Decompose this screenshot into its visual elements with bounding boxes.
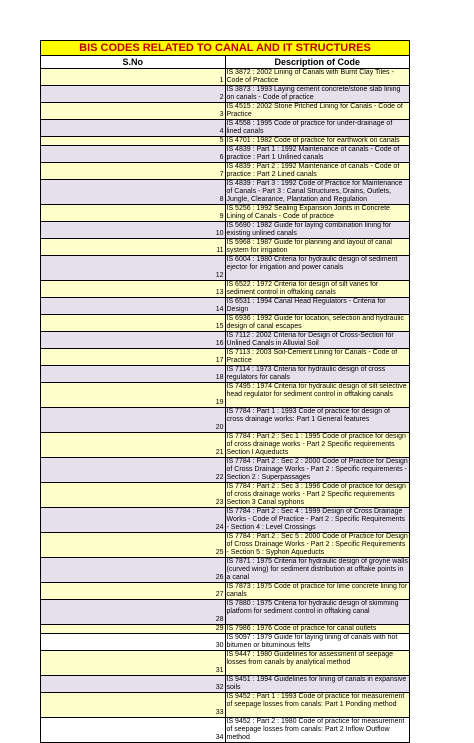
row-number-cell[interactable]: 26 [41, 558, 226, 583]
code-description-cell[interactable]: IS 7112 : 2002 Criteria for Design of Cross-Section for Unlined Canals in Alluvial Soil [225, 332, 410, 349]
row-number-cell[interactable]: 20 [41, 408, 226, 433]
row-number-cell[interactable]: 1 [41, 69, 226, 86]
table-row [41, 86, 410, 103]
code-description-cell[interactable]: IS 7986 : 1976 Code of practice for canal outlets [225, 625, 410, 634]
table-row [41, 69, 410, 86]
row-number-cell[interactable]: 10 [41, 222, 226, 239]
row-number-cell[interactable]: 4 [41, 120, 226, 137]
row-number-cell[interactable]: 11 [41, 239, 226, 256]
table-row [41, 458, 410, 483]
row-number-cell[interactable]: 5 [41, 137, 226, 146]
table-row [41, 137, 410, 146]
code-description-cell[interactable]: IS 7113 : 2003 Soil-Cement Lining for Canals - Code of Practice [225, 349, 410, 366]
code-description-cell[interactable]: IS 9452 : Part 2 : 1980 Code of practice for measurement of seepage losses from canals: Part 2 Inflow Outflow method [225, 718, 410, 743]
code-description-cell[interactable]: IS 6004 : 1980 Criteria for hydraulic design of sediment ejector for irrigation and power canals [225, 256, 410, 281]
row-number-cell[interactable]: 33 [41, 693, 226, 718]
code-description-cell[interactable]: IS 4839 : Part 1 : 1992 Maintenance of canals - Code of practice : Part 1 Unlined canals [225, 146, 410, 163]
sheet-title[interactable]: BIS CODES RELATED TO CANAL AND IT STRUCTURES [41, 41, 410, 56]
row-number-cell[interactable]: 34 [41, 718, 226, 743]
table-row [41, 625, 410, 634]
code-description-cell[interactable]: IS 3873 : 1993 Laying cement concrete/stone slab lining on canals - Code of practice [225, 86, 410, 103]
table-row [41, 349, 410, 366]
table-row [41, 676, 410, 693]
row-number-cell[interactable]: 24 [41, 508, 226, 533]
row-number-cell[interactable]: 16 [41, 332, 226, 349]
row-number-cell[interactable]: 28 [41, 600, 226, 625]
row-number-cell[interactable]: 8 [41, 180, 226, 205]
code-description-cell[interactable]: IS 5968 : 1987 Guide for planning and layout of canal system for irrigation [225, 239, 410, 256]
table-row [41, 508, 410, 533]
code-description-cell[interactable]: IS 9447 : 1980 Guidelines for assessment of seepage losses from canals by analytical method [225, 651, 410, 676]
row-number-cell[interactable]: 9 [41, 205, 226, 222]
code-description-cell[interactable]: IS 7784 : Part 2 : Sec 5 : 2000 Code of Practice for Design of Cross Drainage Works - Part 2 : Specific Requirements - Section 5 : Syphon Aqueducts [226, 533, 408, 556]
code-description-cell[interactable]: IS 4839 : Part 3 : 1992 Code of Practice for Maintenance of Canals - Part 3 : Canal Structures, Drains, Outlets, Jungle, Clearance, Plantation and Regulation [225, 180, 410, 205]
column-header-description[interactable]: Description of Code [225, 56, 410, 69]
table-row [41, 558, 410, 583]
row-number-cell[interactable]: 3 [41, 103, 226, 120]
table-row [41, 600, 410, 625]
table-row [41, 408, 410, 433]
row-number-cell[interactable]: 22 [41, 458, 226, 483]
row-number-cell[interactable]: 14 [41, 298, 226, 315]
table-row [41, 651, 410, 676]
table-row [41, 693, 410, 718]
table-row [41, 583, 410, 600]
table-row [41, 205, 410, 222]
table-row [41, 103, 410, 120]
code-description-cell[interactable]: IS 4558 : 1995 Code of practice for under-drainage of lined canals [225, 120, 410, 137]
codes-table [40, 40, 410, 743]
table-row [41, 281, 410, 298]
table-row [41, 332, 410, 349]
table-row [41, 180, 410, 205]
table-row [41, 366, 410, 383]
row-number-cell[interactable]: 6 [41, 146, 226, 163]
code-description-cell[interactable]: IS 7873 : 1975 Code of practice for lime concrete lining for canals [225, 583, 410, 600]
code-description-cell[interactable]: IS 7784 : Part 2 : Sec 2 : 2000 Code of Practice for Design of Cross Drainage Works - Part 2 : Specific requirements - Section 2 : Superpassages [226, 458, 408, 481]
table-row [41, 483, 410, 508]
code-description-cell[interactable]: IS 5690 : 1982 Guide for laying combination lining for existing unlined canals [225, 222, 410, 239]
row-number-cell[interactable]: 25 [41, 533, 226, 558]
column-header-sno[interactable]: S.No [41, 56, 226, 69]
row-number-cell[interactable]: 29 [41, 625, 226, 634]
table-row [41, 222, 410, 239]
row-number-cell[interactable]: 19 [41, 383, 226, 408]
code-description-cell[interactable]: IS 6522 : 1972 Criteria for design of silt vanes for sediment control in offtaking canals [225, 281, 410, 298]
row-number-cell[interactable]: 2 [41, 86, 226, 103]
table-row [41, 120, 410, 137]
code-description-cell[interactable]: IS 3872 : 2002 Lining of Canals with Burnt Clay Tiles - Code of Practice [225, 69, 410, 86]
row-number-cell[interactable]: 12 [41, 256, 226, 281]
table-row [41, 383, 410, 408]
table-row [41, 433, 410, 458]
code-description-cell[interactable]: IS 7784 : Part 2 : Sec 4 : 1999 Design of Cross Drainage Works - Code of Practice - Part 2 : Specific Requirements - Section 4 : Level Crossings [225, 508, 410, 533]
code-description-cell[interactable]: IS 9452 : Part 1 : 1993 Code of practice for measurement of seepage losses from canals: Part 1 Ponding method [225, 693, 410, 718]
table-row [41, 718, 410, 743]
code-description-cell[interactable]: IS 9097 : 1979 Guide for laying lining of canals with hot bitumen or bituminous felts [225, 634, 410, 651]
code-description-cell[interactable]: IS 9451 : 1994 Guidelines for lining of canals in expansive soils [225, 676, 410, 693]
table-row [41, 256, 410, 281]
row-number-cell[interactable]: 31 [41, 651, 226, 676]
code-description-cell[interactable]: IS 6531 : 1994 Canal Head Regulators - Criteria for Design [225, 298, 410, 315]
row-number-cell[interactable]: 7 [41, 163, 226, 180]
row-number-cell[interactable]: 21 [41, 433, 226, 458]
table-row [41, 298, 410, 315]
row-number-cell[interactable]: 13 [41, 281, 226, 298]
code-description-cell[interactable]: IS 5256 : 1992 Sealing Expansion Joints in Concrete Lining of Canals - Code of practice [225, 205, 410, 222]
row-number-cell[interactable]: 18 [41, 366, 226, 383]
code-description-cell[interactable]: IS 7871 : 1975 Criteria for hydraulic design of groyne walls (curved wing) for sediment distribution at offtake points in a canal [226, 558, 408, 581]
table-row [41, 239, 410, 256]
table-row [41, 146, 410, 163]
code-description-cell[interactable]: IS 6936 : 1992 Guide for location, selection and hydraulic design of canal escapes [225, 315, 410, 332]
row-number-cell[interactable]: 23 [41, 483, 226, 508]
row-number-cell[interactable]: 15 [41, 315, 226, 332]
row-number-cell[interactable]: 17 [41, 349, 226, 366]
row-number-cell[interactable]: 30 [41, 634, 226, 651]
code-description-cell[interactable]: IS 4839 : Part 2 : 1992 Maintenance of canals - Code of practice : Part 2 Lined canals [225, 163, 410, 180]
code-description-cell[interactable]: IS 7880 : 1975 Criteria for hydraulic design of skimming platform for sediment control in offtaking canal [225, 600, 410, 625]
row-number-cell[interactable]: 27 [41, 583, 226, 600]
code-description-cell[interactable]: IS 7114 : 1973 Criteria for hydraulic design of cross regulators for canals [225, 366, 410, 383]
code-description-cell[interactable]: IS 7784 : Part 2 : Sec 3 : 1996 Code of practice for design of cross drainage works - Part 2 Specific requirements Section 3 Canal syphons [225, 483, 410, 508]
code-description-cell[interactable]: IS 7784 : Part 1 : 1993 Code of practice for design of cross drainage works: Part 1 General features [225, 408, 410, 433]
row-number-cell[interactable]: 32 [41, 676, 226, 693]
code-description-cell[interactable]: IS 4515 : 2002 Stone Pitched Lining for Canals - Code of Practice [225, 103, 410, 120]
table-row [41, 163, 410, 180]
code-description-cell[interactable]: IS 4701 : 1982 Code of practice for earthwork on canals [225, 137, 410, 146]
table-row [41, 533, 410, 558]
table-row [41, 634, 410, 651]
code-description-cell[interactable]: IS 7784 : Part 2 : Sec 1 : 1995 Code of practice for design of cross drainage works - Part 2 Specific requirements Section I Aqueducts [225, 433, 410, 458]
table-row [41, 315, 410, 332]
code-description-cell[interactable]: IS 7495 : 1974 Criteria for hydraulic design of silt selective head regulator for sediment control in offtaking canals [225, 383, 410, 408]
